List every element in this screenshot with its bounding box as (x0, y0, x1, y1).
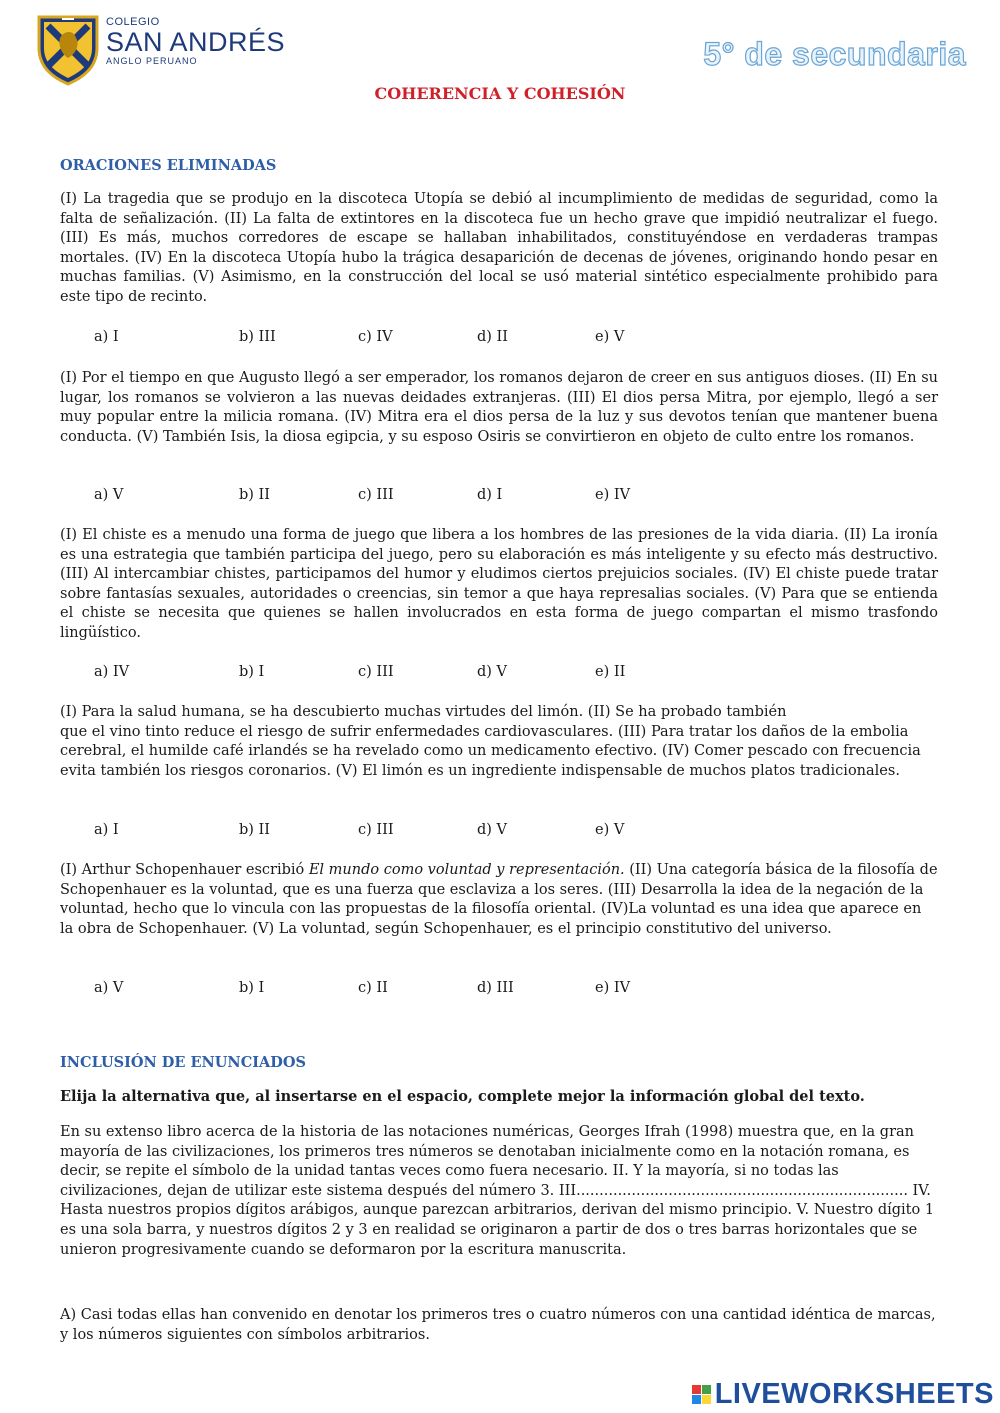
option-c[interactable]: c) IV (358, 329, 393, 345)
question-4-line-1: (I) Para la salud humana, se ha descubierto muchas virtudes del limón. (II) Se ha probado también (60, 704, 787, 720)
option-e[interactable]: e) V (595, 822, 625, 838)
question-4-text (60, 703, 938, 781)
option-b[interactable]: b) I (239, 980, 265, 996)
option-e[interactable]: e) IV (595, 487, 631, 503)
option-e[interactable]: e) II (595, 664, 626, 680)
question-5-text (60, 861, 938, 939)
footer-brand-text: LIVEWORKSHEETS (714, 1377, 994, 1410)
option-a[interactable]: a) V (94, 980, 124, 996)
section-heading-oraciones: ORACIONES ELIMINADAS (60, 157, 277, 174)
option-d[interactable]: d) I (477, 487, 503, 503)
option-a[interactable]: a) V (94, 487, 124, 503)
option-b[interactable]: b) II (239, 487, 271, 503)
question-3-text: (I) El chiste es a menudo una forma de juego que libera a los hombres de las presiones de la vida diaria. (II) La ironía es una estrategia que también participa del juego, pero su elaboración es más inteligente y su efecto más destructivo. (III) Al intercambiar chistes, participamos del humor y eludimos ciertos prejuicios sociales. (IV) El chiste puede tratar sobre fantasías sexuales, autoridades o creencias, sin temor a que haya represalias sociales. (V) Para que se entienda el chiste se necesita que quienes se hallen involucrados en esta forma de juego compartan el mismo trasfondo lingüístico. (60, 527, 938, 641)
school-name: SAN ANDRÉS (106, 27, 286, 57)
instruction-text: Elija la alternativa que, al insertarse en el espacio, complete mejor la información global del texto. (60, 1088, 865, 1105)
option-b[interactable]: b) II (239, 822, 271, 838)
option-c[interactable]: c) III (358, 822, 394, 838)
option-b[interactable]: b) I (239, 664, 265, 680)
option-a[interactable]: a) I (94, 329, 119, 345)
inclusion-text: En su extenso libro acerca de la historia de las notaciones numéricas, Georges Ifrah (1998) muestra que, en la gran mayoría de las civilizaciones, los primeros tres números se denotaban inicialmente como en la notación romana, es decir, se repite el símbolo de la unidad tantas veces como fuera necesario. II. Y la mayoría, si no todas las civilizaciones, dejan de utilizar este sistema después del número 3. III........................................................................ IV. Hasta nuestros propios dígitos arábigos, aunque parezcan arbitrarios, derivan del mismo principio. V. Nuestro dígito 1 es una sola barra, y nuestros dígitos 2 y 3 en realidad se originaron a partir de dos o tres barras horizontales que se unieron progresivamente cuando se deformaron por la escritura manuscrita. (60, 1124, 935, 1258)
option-c[interactable]: c) III (358, 664, 394, 680)
footer-brand (692, 1379, 994, 1409)
school-line-3: ANGLO PERUANO (106, 56, 198, 66)
page-title: COHERENCIA Y COHESIÓN (374, 84, 626, 103)
option-d[interactable]: d) V (477, 822, 508, 838)
option-c[interactable]: c) II (358, 980, 388, 996)
option-a[interactable]: a) IV (94, 664, 130, 680)
question-5-text-before: (I) Arthur Schopenhauer escribió (60, 862, 309, 878)
question-2-text: (I) Por el tiempo en que Augusto llegó a ser emperador, los romanos dejaron de creer en sus antiguos dioses. (II) En su lugar, los romanos se volvieron a las nuevas deidades extranjeras. (III) El dios persa Mitra, por ejemplo, llegó a ser muy popular entre la milicia romana. (IV) Mitra era el dios persa de la luz y sus devotos tenían que mantener buena conducta. (V) También Isis, la diosa egipcia, y su esposo Osiris se convirtieron en objeto de culto entre los romanos. (60, 370, 938, 445)
question-1-text: (I) La tragedia que se produjo en la discoteca Utopía se debió al incumplimiento de medidas de seguridad, como la falta de señalización. (II) La falta de extintores en la discoteca fue un hecho grave que impidió neutralizar el fuego. (III) Es más, muchos corredores de escape se hallaban inhabilitados, constituyéndose en verdaderas trampas mortales. (IV) En la discoteca Utopía hubo la trágica desaparición de decenas de jóvenes, originando hondo pesar en muchas familias. (V) Asimismo, en la construcción del local se usó material sintético especialmente prohibido para este tipo de recinto. (60, 191, 938, 305)
grade-label: 5° de secundaria (703, 36, 966, 72)
option-e[interactable]: e) V (595, 329, 625, 345)
option-a[interactable]: a) I (94, 822, 119, 838)
option-d[interactable]: d) II (477, 329, 509, 345)
question-4-rest: que el vino tinto reduce el riesgo de sufrir enfermedades cardiovasculares. (III) Para tratar los daños de la embolia cerebral, el humilde café irlandés se ha revelado como un medicamento efectivo. (IV) Comer pescado con frecuencia evita también los riesgos coronarios. (V) El limón es un ingrediente indispensable de muchos platos tradicionales. (60, 723, 921, 779)
liveworksheets-logo-icon (692, 1385, 711, 1404)
inclusion-option-a[interactable]: A) Casi todas ellas han convenido en denotar los primeros tres o cuatro números con una cantidad idéntica de marcas, y los números siguientes con símbolos arbitrarios. (60, 1307, 936, 1343)
school-name-block (106, 16, 285, 67)
school-line-1: COLEGIO (106, 16, 160, 28)
question-5-book-title: El mundo como voluntad y representación. (308, 862, 625, 878)
option-d[interactable]: d) V (477, 664, 508, 680)
option-e[interactable]: e) IV (595, 980, 631, 996)
option-d[interactable]: d) III (477, 980, 514, 996)
option-b[interactable]: b) III (239, 329, 276, 345)
section-heading-inclusion: INCLUSIÓN DE ENUNCIADOS (60, 1054, 306, 1071)
question-5-text-after: (II) Una categoría básica de la filosofía de Schopenhauer es la voluntad, que es una fuerza que esclaviza a los seres. (III) Desarrolla la idea de la negación de la voluntad, hecho que lo vincula con las propuestas de la filosofía oriental. (IV)La voluntad es una idea que aparece en la obra de Schopenhauer. (V) La voluntad, según Schopenhauer, es el principio constitutivo del universo. (60, 862, 938, 937)
option-c[interactable]: c) III (358, 487, 394, 503)
school-crest-icon (36, 14, 100, 86)
